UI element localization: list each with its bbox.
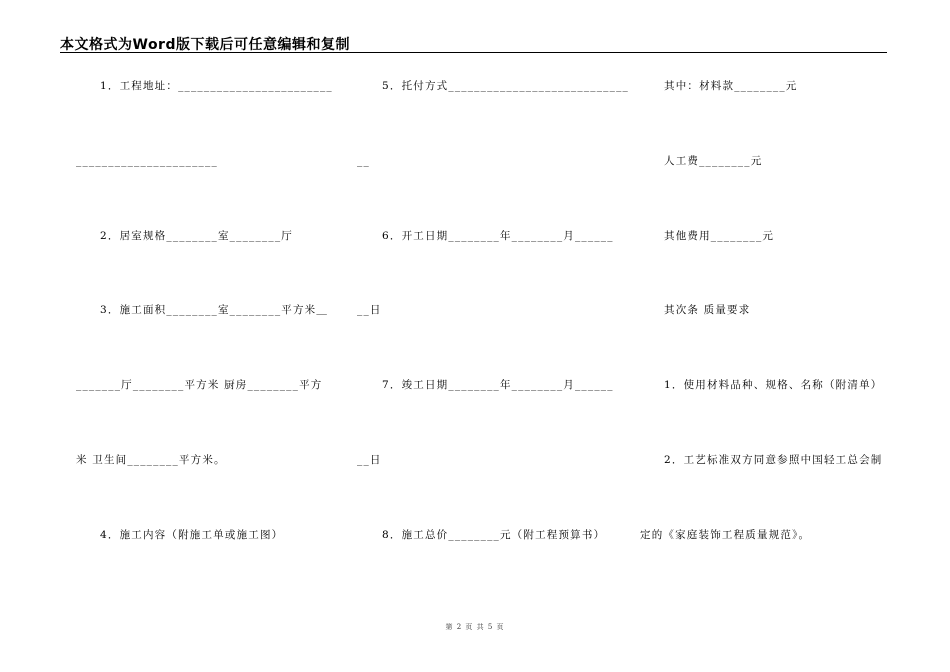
material-cost-line: 其中：材料款________元 <box>664 80 798 92</box>
document-header-title: 本文格式为Word版下载后可任意编辑和复制 <box>60 37 350 53</box>
completion-date-line: 7．竣工日期________年________月______ <box>382 379 614 391</box>
construction-area-line: 3．施工面积________室________平方米＿ <box>100 304 329 316</box>
construction-content-line: 4．施工内容（附施工单或施工图） <box>100 529 284 541</box>
total-price-line: 8．施工总价________元（附工程预算书） <box>382 529 606 541</box>
project-address-line: 1．工程地址：________________________ <box>100 80 333 92</box>
room-spec-line: 2．居室规格________室________厅 <box>100 230 293 242</box>
process-standard-continuation: 定的《家庭装饰工程质量规范》。 <box>640 529 811 541</box>
labor-cost-line: 人工费________元 <box>664 155 763 167</box>
project-address-continuation: ______________________ <box>76 155 218 167</box>
commission-method-continuation: __ <box>357 155 370 167</box>
page-number: 第 2 页 共 5 页 <box>445 623 505 631</box>
start-date-line: 6．开工日期________年________月______ <box>382 230 614 242</box>
process-standard-line: 2．工艺标准双方同意参照中国轻工总会制 <box>664 454 883 466</box>
bathroom-area-line: 米 卫生间________平方米。 <box>76 454 226 466</box>
start-date-day: __日 <box>357 304 382 316</box>
commission-method-line: 5．托付方式____________________________ <box>382 80 629 92</box>
header-divider <box>60 52 887 53</box>
other-cost-line: 其他费用________元 <box>664 230 775 242</box>
materials-used-line: 1．使用材料品种、规格、名称（附清单） <box>664 379 883 391</box>
completion-date-day: __日 <box>357 454 382 466</box>
quality-requirements-heading: 其次条 质量要求 <box>664 304 751 316</box>
construction-area-continuation: _______厅________平方米 厨房________平方 <box>76 379 323 391</box>
